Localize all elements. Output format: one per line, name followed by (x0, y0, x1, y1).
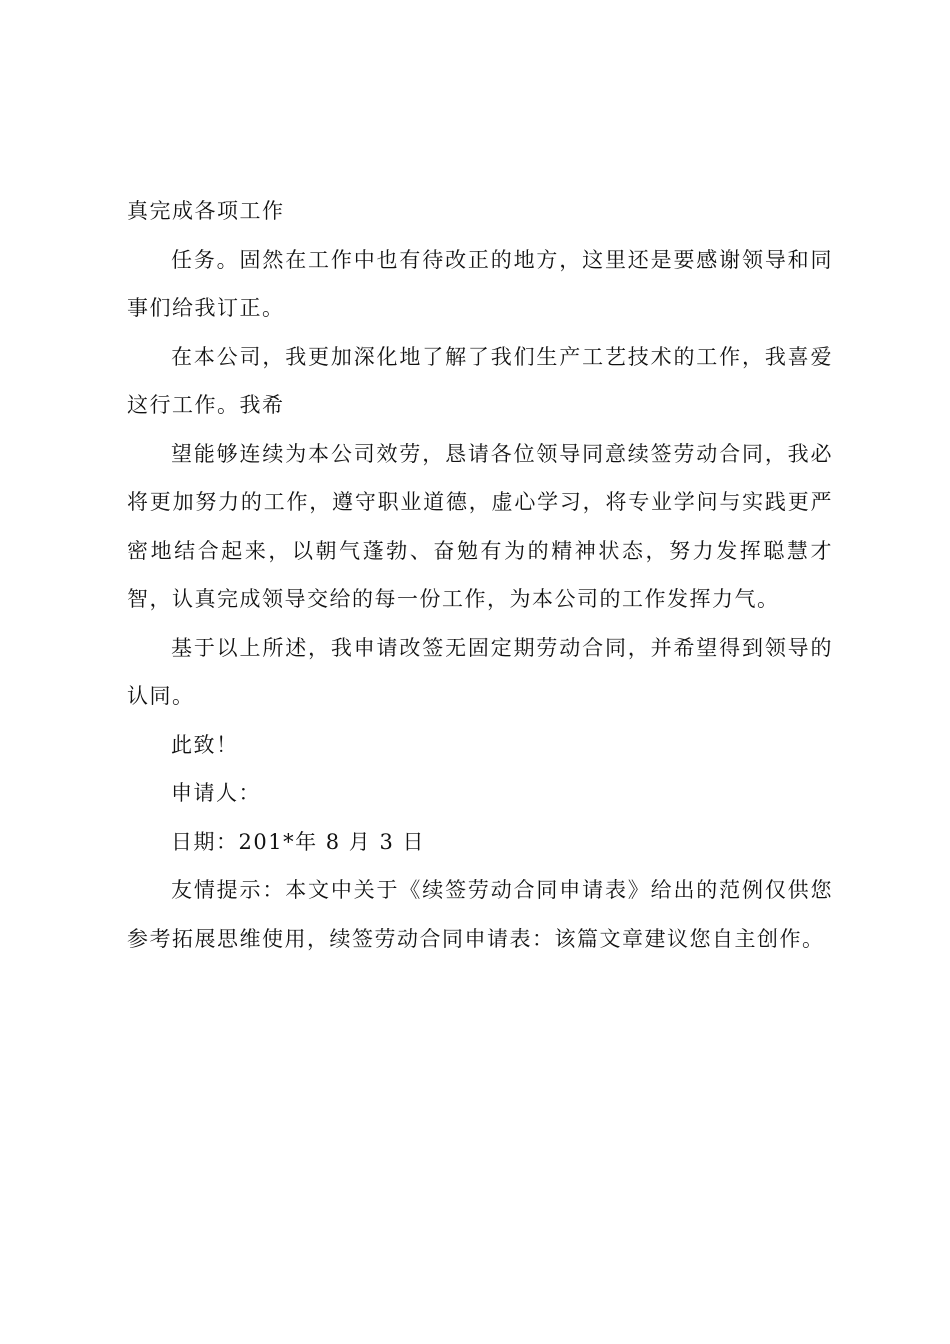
document-body (127, 187, 833, 963)
paragraph-5: 基于以上所述，我申请改签无固定期劳动合同，并希望得到领导的认同。 (127, 635, 833, 708)
paragraph-2: 任务。固然在工作中也有待改正的地方，这里还是要感谢领导和同事们给我订正。 (127, 247, 833, 320)
applicant-label: 申请人： (171, 781, 261, 805)
paragraph-4: 望能够连续为本公司效劳，恳请各位领导同意续签劳动合同，我必将更加努力的工作，遵守职业道德，虚心学习，将专业学问与实践更严密地结合起来，以朝气蓬勃、奋勉有为的精神状态，努力发挥聪慧才智，认真完成领导交给的每一份工作，为本公司的工作发挥力气。 (127, 441, 833, 611)
friendly-tip: 友情提示：本文中关于《续签劳动合同申请表》给出的范例仅供您参考拓展思维使用，续签劳动合同申请表：该篇文章建议您自主创作。 (127, 878, 833, 951)
paragraph-3: 在本公司，我更加深化地了解了我们生产工艺技术的工作，我喜爱这行工作。我希 (127, 344, 833, 417)
paragraph-1: 真完成各项工作 (127, 199, 285, 223)
salutation: 此致！ (171, 732, 239, 757)
date-line: 日期：201*年 8 月 3 日 (171, 829, 426, 854)
